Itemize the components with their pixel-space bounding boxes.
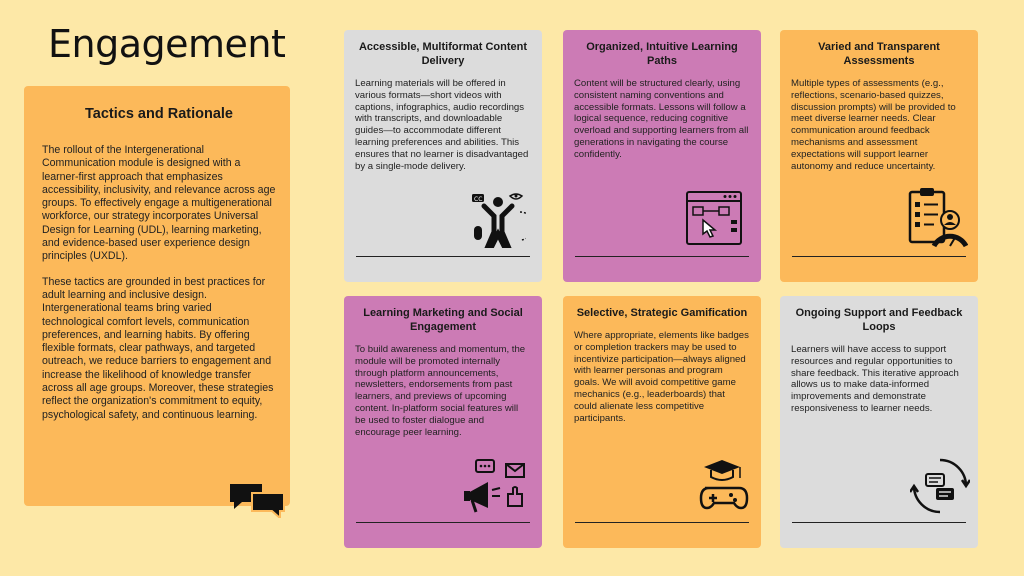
card-assessments <box>780 30 978 282</box>
tactics-rationale-card <box>24 86 290 506</box>
card-body: Content will be structured clearly, using consistent naming conventions and accessible formats. Lessons will follow a logical sequence, reducing cognitive overload and supporting learners from all generations in navigating the course confidently. <box>574 78 749 160</box>
card-body: Where appropriate, elements like badges or completion trackers may be used to incentivize participation—always aligned with learner personas and program goals. We will avoid competitive game mechanics (e.g., leaderboards) that could alienate less competitive participants. <box>574 330 749 424</box>
card-learning-marketing <box>344 296 542 548</box>
card-divider <box>575 256 749 257</box>
card-heading: Varied and Transparent Assessments <box>818 41 940 67</box>
card-accessible-content <box>344 30 542 282</box>
card-learning-paths <box>563 30 761 282</box>
card-heading: Learning Marketing and Social Engagement <box>363 307 523 333</box>
card-heading: Ongoing Support and Feedback Loops <box>795 307 963 333</box>
card-divider <box>575 522 749 523</box>
card-body: Learning materials will be offered in various formats—short videos with captions, infographics, audio recordings with transcripts, and downloadable guides—to accommodate different learning preferences and abilities. This ensures that no learner is disadvantaged by a single-mode delivery. <box>355 78 529 172</box>
megaphone-icon <box>462 458 528 516</box>
browser-navigation-icon <box>685 190 743 246</box>
card-body: Learners will have access to support resources and regular opportunities to share feedback. This iterative approach allows us to make data-informed improvements and demonstrate responsiveness to learner needs. <box>791 344 959 414</box>
tactics-heading: Tactics and Rationale <box>85 106 233 122</box>
card-heading: Selective, Strategic Gamification <box>576 307 748 319</box>
card-body: Multiple types of assessments (e.g., reflections, scenario-based quizzes, discussion prompts) will be provided to meet diverse learner needs. Clear communication around feedback mechanisms and assessment expectations will support learner autonomy and reduce uncertainty. <box>791 78 956 172</box>
card-divider <box>356 522 530 523</box>
accessibility-person-icon <box>470 192 526 248</box>
page-title: Engagement <box>48 22 286 66</box>
card-divider <box>792 256 966 257</box>
gamepad-graduation-icon <box>695 456 749 516</box>
card-divider <box>356 256 530 257</box>
chat-bubbles-icon <box>228 482 286 518</box>
feedback-cycle-icon <box>910 456 970 516</box>
tactics-paragraph-1: The rollout of the Intergenerational Communication module is designed with a learner-first approach that emphasizes accessibility, inclusivity, and relevance across age groups. To effectively engage a multigenerational workforce, our strategy incorporates Universal Design for Learning (UDL), learning marketing, and evidence-based user experience design principles (UXDL). <box>42 144 276 263</box>
tactics-paragraph-2: These tactics are grounded in best practices for adult learning and inclusive design. Intergenerational teams bring varied technological comfort levels, communication preferences, and learning habits. By offering flexible formats, clear pathways, and targeted outreach, we reduce barriers to engagement and increase the likelihood of knowledge transfer across all age groups. Moreover, these strategies reflect the organization's commitment to equity, psychological safety, and continuous learning. <box>42 275 274 421</box>
assessment-clipboard-icon <box>904 186 968 250</box>
svg-text:CC: CC <box>474 196 483 203</box>
card-heading: Organized, Intuitive Learning Paths <box>586 41 738 67</box>
card-body: To build awareness and momentum, the module will be promoted internally through platform announcements, newsletters, endorsements from past learners, and previews of upcoming content. In-platform social features will be used to foster dialogue and encourage peer learning. <box>355 344 526 438</box>
card-gamification <box>563 296 761 548</box>
card-heading: Accessible, Multiformat Content Delivery <box>358 41 528 67</box>
card-divider <box>792 522 966 523</box>
card-support-feedback <box>780 296 978 548</box>
